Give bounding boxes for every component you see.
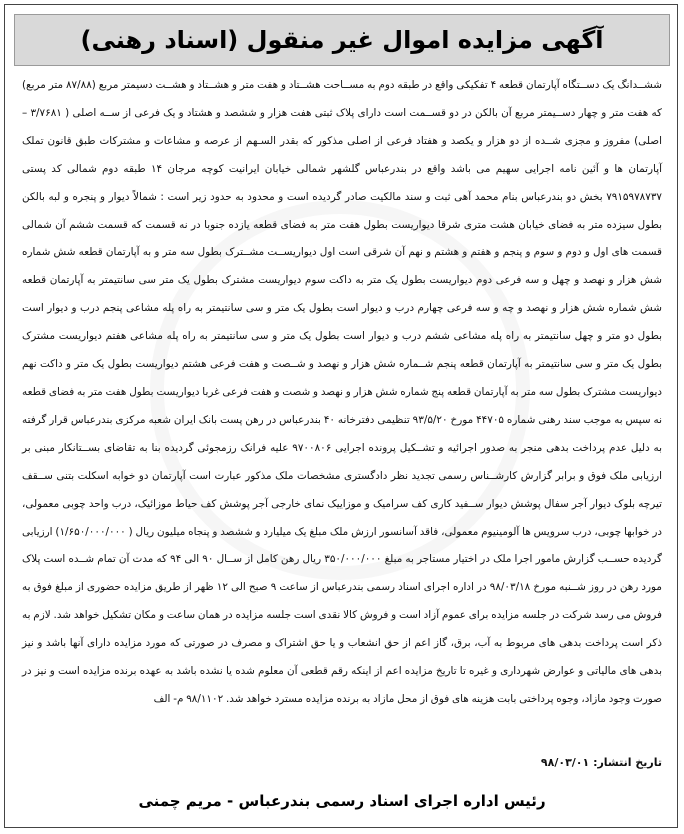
signature-footer: رئیس اداره اجرای اسناد رسمی بندرعباس - مریم چمنی (138, 792, 546, 810)
publication-date: تاریخ انتشار: ۹۸/۰۳/۰۱ (540, 756, 662, 769)
title-banner (14, 14, 670, 66)
page-title: آگهی مزایده اموال غیر منقول (اسناد رهنی) (80, 26, 604, 54)
announcement-body: ششــدانگ یک دســتگاه آپارتمان قطعه ۴ تفکیکی واقع در طبقه دوم به مســاحت هشــتاد و هفت متر و هشــتاد و هشــت دسیمتر مربع (۸۷/۸۸ متر مربع) که هفت متر و چهار دســیمتر مربع آن بالکن در دو قســمت است دارای پلاک ثبتی هفت هزار و ششصد و هشتاد و یک فرعی از ســه اصلی ( ۳/۷۶۸۱ – اصلی) مفروز و مجزی شــده از دو هزار و یکصد و هفتاد فرعی از اصلی مذکور که بقدر السـهم از عرصه و مشاعات و مشترکات طبق قانون تملک آپارتمان ها و آئین نامه اجرایی سهیم می باشد واقع در بندرعباس گلشهر شمالی خیابان ایرانیت کوچه مرجان ۱۴ طبقه دوم شمالی کد پستی ۷۹۱۵۹۷۸۷۳۷ بخش دو بندرعباس بنام محمد آهی ثبت و سند مالکیت صادر گردیده است و محدود به حدود زیر است : شمالاً دیوار و پنجره و لبه بالکن بطول سیزده متر به فضای خیابان هشت متری شرقا دیواریست بطول هفت متر به فضای قطعه یازده جنوبا در نه قسمت که قسمت ششم آن شمالی قسمت های اول و دوم و سوم و پنجم و هفتم و هشتم و نهم آن شرقی است اول دیواریســت مشــترک بطول سه متر و به آپارتمان قطعه شش شماره شش هزار و نهصد و چهل و سه فرعی دوم دیواریست بطول یک متر به داکت سوم دیواریست مشترک بطول یک متر سی سانتیمتر به آپارتمان قطعه شش شماره شش هزار و نهصد و چه و سه فرعی چهارم درب و دیوار است بطول یک متر و سی سانتیمتر به راه پله مشاعی پنجم درب و دیوار است بطول دو متر و چهل سانتیمتر به راه پله مشاعی ششم درب و دیوار است بطول یک متر و سی سانتیمتر به راه پله مشاعی هفتم دیواریست مشترک بطول یک متر و سی سانتیمتر به آپارتمان قطعه پنجم شــماره شش هزار و نهصد و شــصت و هفت فرعی هشتم دیواریست بطول یک متر و داکت نهم دیواریست مشترک بطول سه متر به آپارتمان قطعه پنج شماره شش هزار و نهصد و شصت و هفت فرعی غربا دیواریست بطول هفت متر به فضای قطعه نه سپس به موجب سند رهنی شماره ۴۴۷۰۵ مورخ ۹۳/۵/۲۰ تنظیمی دفترخانه ۴۰ بندرعباس در رهن پست بانک ایران شعبه مرکزی بندرعباس قرار گرفته به دلیل عدم پرداخت بدهی منجر به صدور اجرائیه و تشــکیل پرونده اجرایی ۹۷۰۰۸۰۶ علیه فرانک رزمجوئی گردیده بنا به تقاضای بســتانکار مبنی بر ارزیابی ملک فوق و برابر گزارش کارشــناس رسمی تجدید نظر دادگستری مشخصات ملک مذکور عبارت است آپارتمان دو خوابه اسکلت بتنی ســقف تیرچه بلوک دیوار آجر سفال پوشش دیوار ســفید کاری کف سرامیک و موزاییک نمای خارجی آجر پوشش کف حیاط موزائیک، درب واحد چوبی معمولی، در خوابها چوبی، درب سرویس ها آلومینیوم معمولی، فاقد آسانسور ارزش ملک مبلغ یک میلیارد و ششصد و پنجاه میلیون ریال ( ۱/۶۵۰/۰۰۰/۰۰۰) ارزیابی گردیده حســب گزارش مامور اجرا ملک در اختیار مستاجر به مبلغ ۳۵۰/۰۰۰/۰۰۰ ریال رهن کامل از ســال ۹۰ الی ۹۴ که مدت آن تمام شــده است پلاک مورد رهن در روز شــنبه مورخ ۹۸/۰۳/۱۸ در اداره اجرای اسناد رسمی بندرعباس از ساعت ۹ صبح الی ۱۲ ظهر از طریق مزایده حضوری از مبلغ فوق به فروش می رسد شرکت در جلسه مزایده برای عموم آزاد است و فروش کالا نقدی است جلسه مزایده در همان ساعت و مکان تشکیل خواهد شد. لازم به ذکر است پرداخت بدهی های مربوط به آب، برق، گاز اعم از حق انشعاب و یا حق اشتراک و مصرف در صورتی که مورد مزایده دارای آنها باشد و نیز بدهی های مالیاتی و عوارض شهرداری و غیره تا تاریخ مزایده اعم از اینکه رقم قطعی آن معلوم شده یا نشده باشد به عهده برنده مزایده است و نیز در صورت وجود مازاد، وجوه پرداختی بابت هزینه های فوق از محل مازاد به برنده مزایده مسترد خواهد شد. ۹۸/۱۱۰۲ م- الف (22, 79, 663, 705)
